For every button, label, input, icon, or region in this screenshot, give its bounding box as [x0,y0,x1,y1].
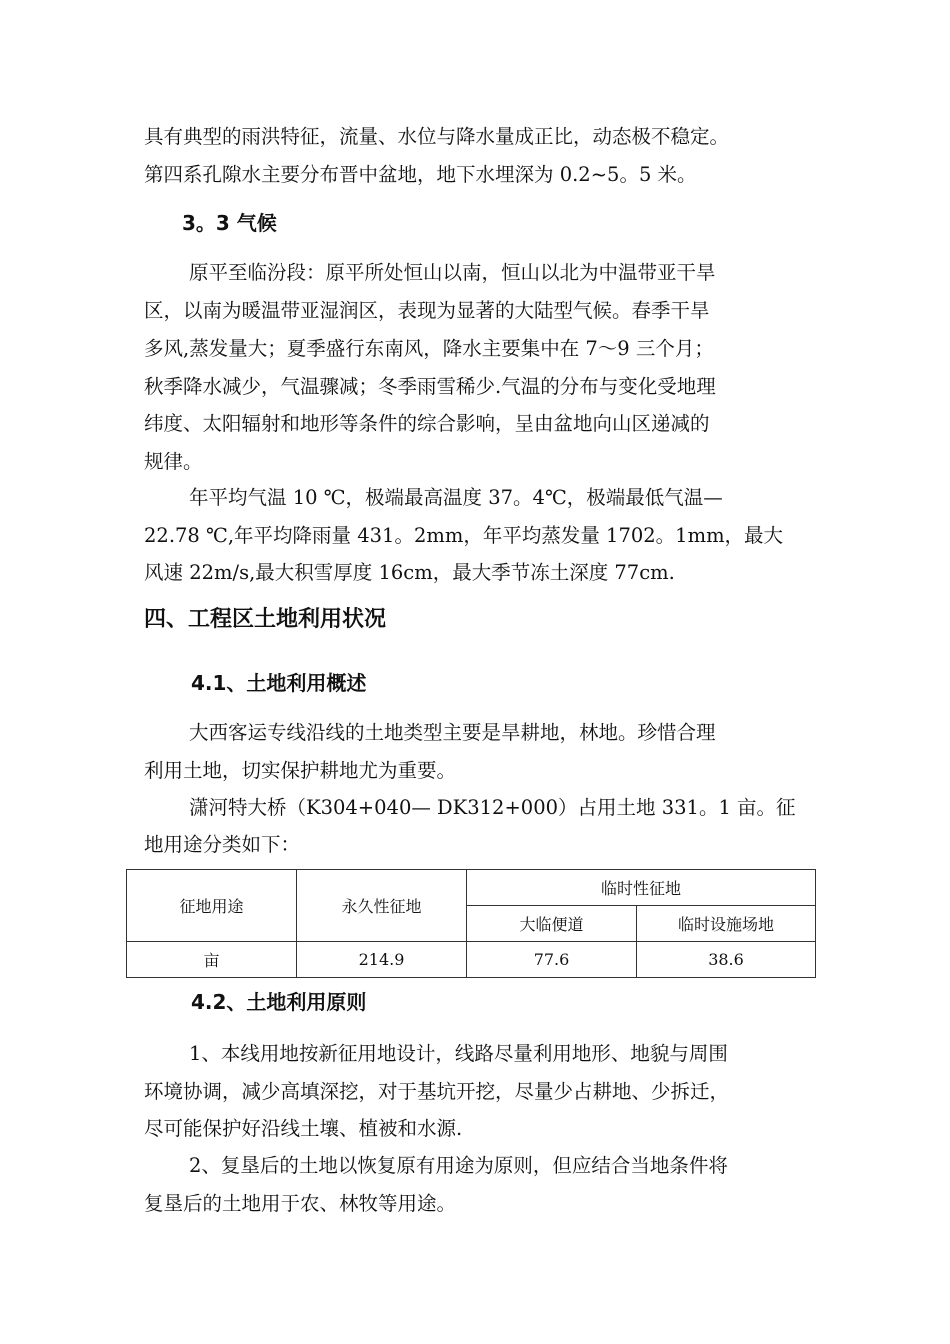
cell-site: 38.6 [637,942,816,978]
section-heading-4-2: 4.2、土地利用原则 [191,990,367,1014]
climate-line-4: 秋季降水减少，气温骤减；冬季雨雪稀少.气温的分布与变化受地理 [144,375,716,398]
section-heading-3-3: 3。3 气候 [182,211,277,235]
principle1-line-2: 环境协调，减少高填深挖，对于基坑开挖，尽量少占耕地、少拆迁， [144,1080,730,1103]
hydro-line-1: 具有典型的雨洪特征，流量、水位与降水量成正比，动态极不稳定。 [144,125,730,148]
table-row [127,942,816,978]
overview-line-1: 大西客运专线沿线的土地类型主要是旱耕地，林地。珍惜合理 [189,721,716,744]
climate-line-5: 纬度、太阳辐射和地形等条件的综合影响，呈由盆地向山区递减的 [144,412,710,435]
temp-line-2: 22.78 ℃,年平均降雨量 431。2mm，年平均蒸发量 1702。1mm，最大 [144,524,784,547]
bridge-line-1: 潇河特大桥（K304+040— DK312+000）占用土地 331。1 亩。征 [189,796,796,819]
principle2-line-1: 2、复垦后的土地以恢复原有用途为原则，但应结合当地条件将 [189,1154,728,1177]
overview-line-2: 利用土地，切实保护耕地尤为重要。 [144,759,457,782]
principle1-line-1: 1、本线用地按新征用地设计，线路尽量利用地形、地貌与周围 [189,1042,728,1065]
header-permanent: 永久性征地 [297,870,467,942]
header-purpose: 征地用途 [127,870,297,942]
header-temporary: 临时性征地 [467,870,816,906]
cell-permanent: 214.9 [297,942,467,978]
climate-line-2: 区，以南为暖温带亚湿润区，表现为显著的大陆型气候。春季干旱 [144,299,710,322]
principle1-line-3: 尽可能保护好沿线土壤、植被和水源. [144,1117,463,1140]
climate-line-6: 规律。 [144,450,203,473]
cell-road: 77.6 [467,942,637,978]
subheader-road: 大临便道 [467,906,637,942]
temp-line-3: 风速 22m/s,最大积雪厚度 16cm，最大季节冻土深度 77cm. [144,561,675,584]
chapter-heading-4: 四、工程区土地利用状况 [144,607,387,632]
principle2-line-2: 复垦后的土地用于农、林牧等用途。 [144,1192,457,1215]
land-use-table [126,869,816,978]
climate-line-3: 多风,蒸发量大；夏季盛行东南风，降水主要集中在 7～9 三个月； [144,337,714,360]
hydro-line-2: 第四系孔隙水主要分布晋中盆地，地下水埋深为 0.2~5。5 米。 [144,163,697,186]
temp-line-1: 年平均气温 10 ℃，极端最高温度 37。4℃，极端最低气温— [189,486,723,509]
climate-line-1: 原平至临汾段：原平所处恒山以南，恒山以北为中温带亚干旱 [189,261,716,284]
section-heading-4-1: 4.1、土地利用概述 [191,671,367,695]
bridge-line-2: 地用途分类如下： [144,833,301,856]
table-header-row [127,870,816,906]
cell-unit: 亩 [127,942,297,978]
subheader-site: 临时设施场地 [637,906,816,942]
